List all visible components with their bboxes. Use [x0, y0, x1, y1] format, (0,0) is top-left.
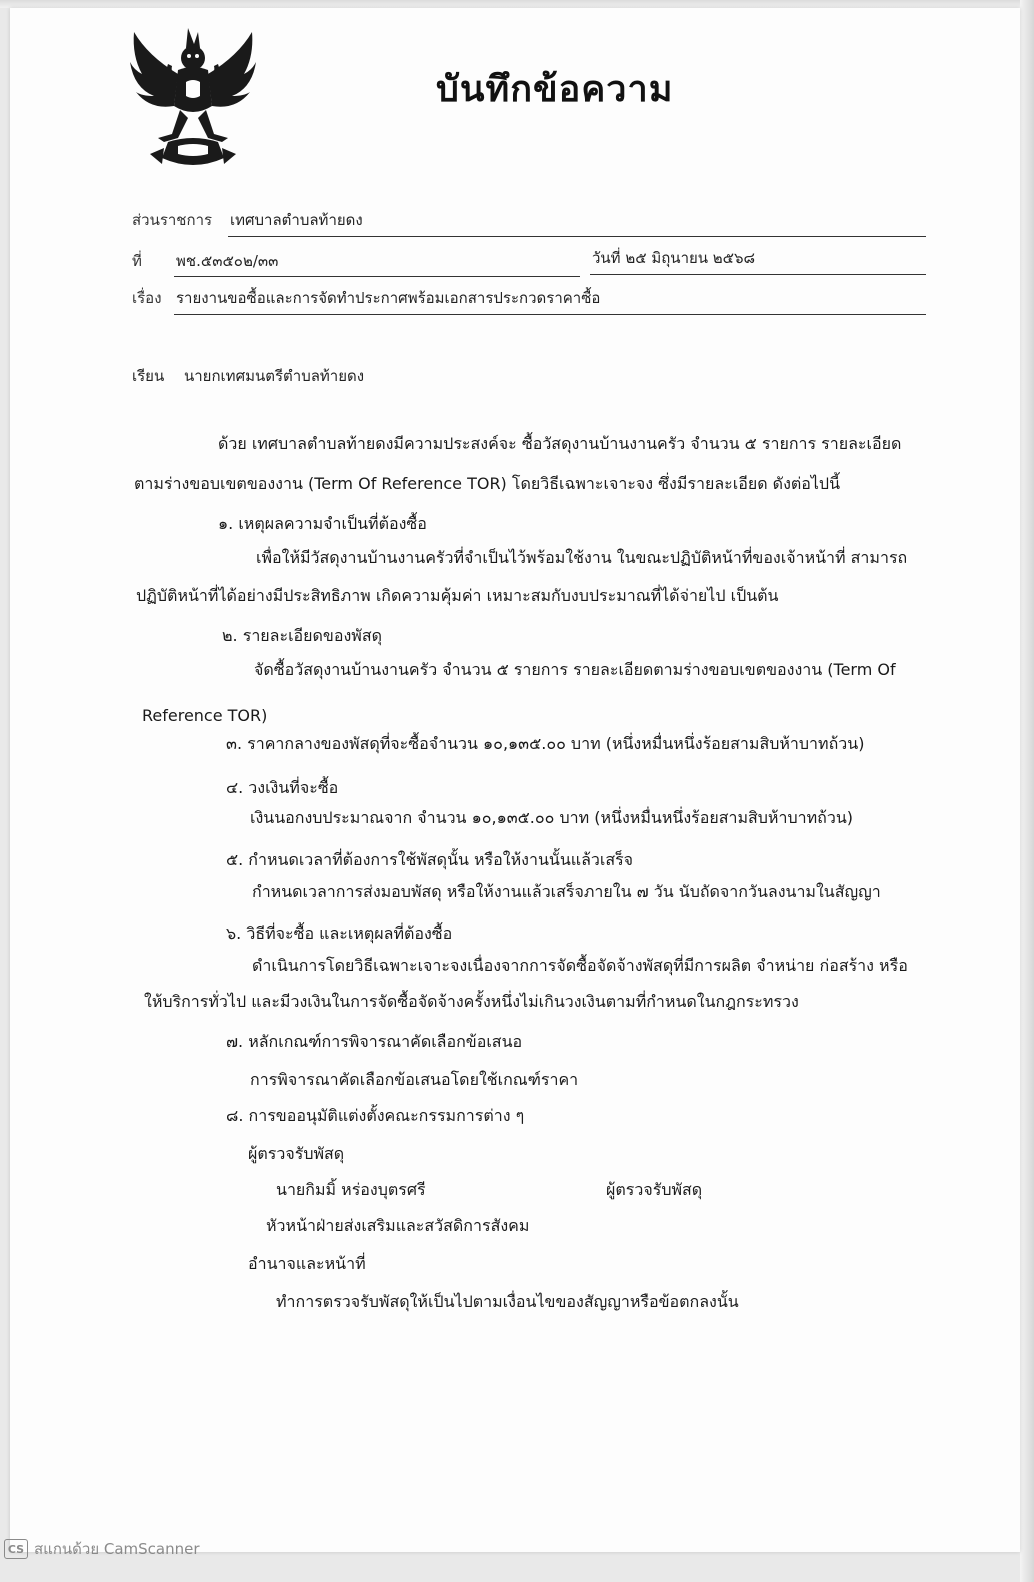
department-label: ส่วนราชการ [132, 211, 213, 229]
garuda-emblem-icon [128, 26, 258, 172]
date-rule [590, 274, 926, 275]
duty-text: ทำการตรวจรับพัสดุให้เป็นไปตามเงื่อนไขของสัญญาหรือข้อตกลงนั้น [276, 1292, 739, 1311]
section-4-heading: ๔. วงเงินที่จะซื้อ [226, 778, 339, 797]
section-6-line-1: ดำเนินการโดยวิธีเฉพาะเจาะจงเนื่องจากการจัดซื้อจัดจ้างพัสดุที่มีการผลิต จำหน่าย ก่อสร้าง หรือ [252, 956, 908, 975]
ref-label: ที่ [132, 252, 142, 270]
section-1-heading: ๑. เหตุผลความจำเป็นที่ต้องซื้อ [218, 514, 427, 533]
section-2-line-1: จัดซื้อวัสดุงานบ้านงานครัว จำนวน ๕ รายการ รายละเอียดตามร่างขอบเขตของงาน (Term Of [254, 660, 896, 679]
camscanner-watermark [4, 1538, 200, 1560]
section-2-heading: ๒. รายละเอียดของพัสดุ [222, 626, 382, 645]
section-8-heading: ๘. การขออนุมัติแต่งตั้งคณะกรรมการต่าง ๆ [226, 1106, 525, 1125]
memo-title: บันทึกข้อความ [436, 69, 674, 110]
memo-date: วันที่ ๒๕ มิถุนายน ๒๕๖๘ [592, 249, 756, 267]
ref-value: พช.๕๓๕๐๒/๓๓ [176, 252, 279, 270]
department-rule [228, 236, 926, 237]
section-5-line-1: กำหนดเวลาการส่งมอบพัสดุ หรือให้งานแล้วเสร็จภายใน ๗ วัน นับถัดจากวันลงนามในสัญญา [252, 882, 881, 901]
scan-edge-right [1020, 0, 1034, 1582]
body-intro-line-1: ด้วย เทศบาลตำบลท้ายดงมีความประสงค์จะ ซื้อวัสดุงานบ้านงานครัว จำนวน ๕ รายการ รายละเอียด [218, 434, 902, 453]
committee-member-position: หัวหน้าฝ่ายส่งเสริมและสวัสดิการสังคม [266, 1216, 530, 1235]
department-value: เทศบาลตำบลท้ายดง [230, 211, 363, 229]
section-7-line-1: การพิจารณาคัดเลือกข้อเสนอโดยใช้เกณฑ์ราคา [250, 1070, 579, 1089]
section-7-heading: ๗. หลักเกณฑ์การพิจารณาคัดเลือกข้อเสนอ [226, 1032, 523, 1051]
section-1-line-1: เพื่อให้มีวัสดุงานบ้านงานครัวที่จำเป็นไว้พร้อมใช้งาน ในขณะปฏิบัติหน้าที่ของเจ้าหน้าที่ สามารถ [256, 548, 908, 567]
section-5-heading: ๕. กำหนดเวลาที่ต้องการใช้พัสดุนั้น หรือให้งานนั้นแล้วเสร็จ [226, 850, 634, 869]
subject-label: เรื่อง [132, 289, 162, 307]
section-6-heading: ๖. วิธีที่จะซื้อ และเหตุผลที่ต้องซื้อ [226, 924, 453, 943]
salutation-value: นายกเทศมนตรีตำบลท้ายดง [184, 367, 365, 385]
section-2-line-2: Reference TOR) [142, 706, 268, 725]
scan-edge-top [0, 0, 1034, 8]
body-intro-line-2: ตามร่างขอบเขตของงาน (Term Of Reference TOR) โดยวิธีเฉพาะเจาะจง ซึ่งมีรายละเอียด ดังต่อไปนี้ [134, 474, 841, 493]
committee-member-name: นายกิมมิ้ หร่องบุตรศรี [276, 1180, 426, 1199]
memo-page [10, 8, 1020, 1552]
section-4-line-1: เงินนอกงบประมาณจาก จำนวน ๑๐,๑๓๕.๐๐ บาท (หนึ่งหมื่นหนึ่งร้อยสามสิบห้าบาทถ้วน) [250, 808, 853, 827]
subject-rule [174, 314, 926, 315]
camscanner-logo-icon: CS [4, 1539, 28, 1559]
section-3-heading: ๓. ราคากลางของพัสดุที่จะซื้อจำนวน ๑๐,๑๓๕.๐๐ บาท (หนึ่งหมื่นหนึ่งร้อยสามสิบห้าบาทถ้วน) [226, 734, 865, 753]
ref-rule [174, 276, 580, 277]
committee-member-role: ผู้ตรวจรับพัสดุ [606, 1180, 703, 1199]
salutation-label: เรียน [132, 367, 165, 385]
section-1-line-2: ปฏิบัติหน้าที่ได้อย่างมีประสิทธิภาพ เกิดความคุ้มค่า เหมาะสมกับงบประมาณที่ได้จ่ายไป เป็นต้น [136, 586, 779, 605]
subject-value: รายงานขอซื้อและการจัดทำประกาศพร้อมเอกสารประกวดราคาซื้อ [176, 289, 601, 307]
camscanner-text: สแกนด้วย CamScanner [34, 1540, 200, 1558]
duty-heading: อำนาจและหน้าที่ [248, 1254, 366, 1273]
section-8-subheading: ผู้ตรวจรับพัสดุ [248, 1144, 345, 1163]
section-6-line-2: ให้บริการทั่วไป และมีวงเงินในการจัดซื้อจัดจ้างครั้งหนึ่งไม่เกินวงเงินตามที่กำหนดในกฎกระทรวง [144, 992, 799, 1011]
